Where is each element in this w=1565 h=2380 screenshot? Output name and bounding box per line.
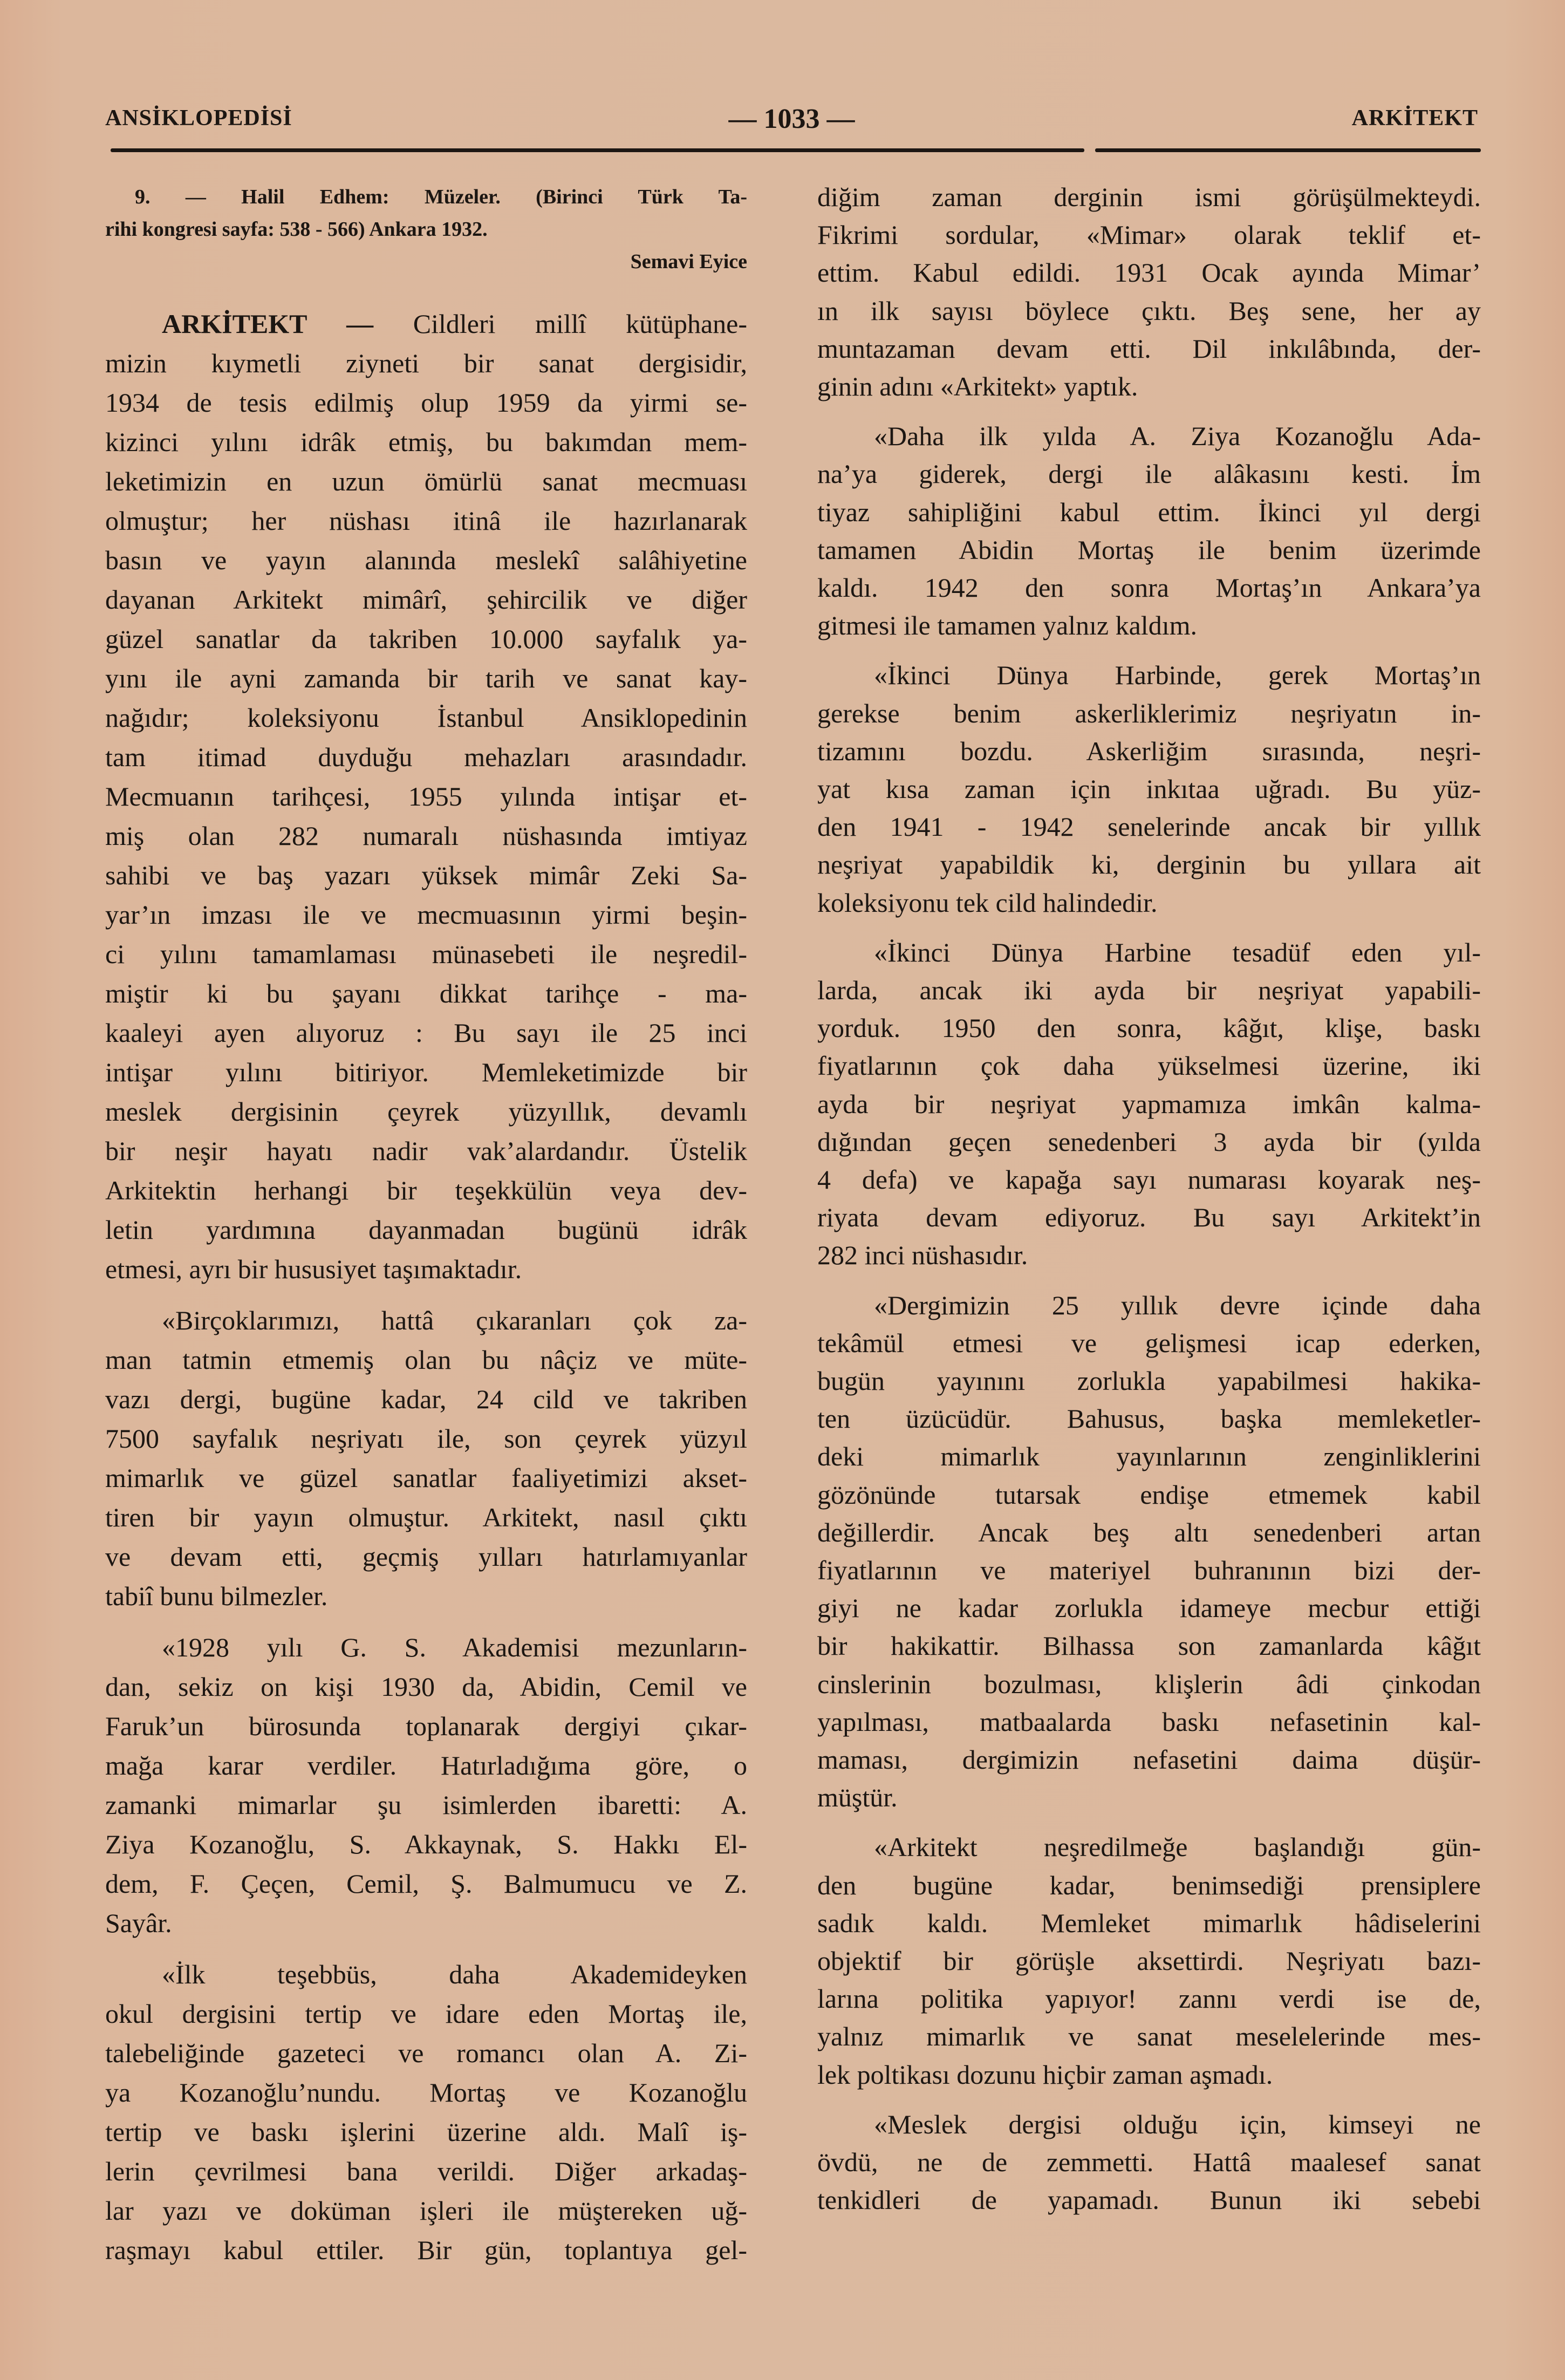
text-line: ci yılını tamamlaması münasebeti ile neşredil- — [105, 939, 747, 969]
text-line: sahibi ve baş yazarı yüksek mimâr Zeki Sa- — [105, 860, 747, 890]
text-line: kaaleyi ayen alıyoruz : Bu sayı ile 25 inci — [105, 1018, 747, 1048]
text-line: Faruk’un bürosunda toplanarak dergiyi çıkar- — [105, 1711, 747, 1741]
text-line: Mecmuanın tarihçesi, 1955 yılında intişar et- — [105, 781, 747, 811]
running-header — [105, 105, 1478, 138]
text-line: ginin adını «Arkitekt» yaptık. — [817, 371, 1138, 401]
paragraph-first-line: «Arkitekt neşredilmeğe başlandığı gün- — [874, 1832, 1481, 1863]
text-line: leketimizin en uzun ömürlü sanat mecmuası — [105, 466, 747, 496]
text-line: riyata devam ediyoruz. Bu sayı Arkitekt’in — [817, 1202, 1481, 1233]
text-line: etmesi, ayrı bir hususiyet taşımaktadır. — [105, 1254, 522, 1284]
text-line: maması, dergimizin nefasetini daima düşür- — [817, 1744, 1481, 1775]
text-line: raşmayı kabul ettiler. Bir gün, toplantıya gel- — [105, 2235, 747, 2265]
text-line: diğim zaman derginin ismi görüşülmekteydi. — [817, 182, 1481, 212]
text-line: talebeliğinde gazeteci ve romancı olan A. Zi- — [105, 2038, 747, 2068]
text-line: yar’ın imzası ile ve mecmuasının yirmi beşin- — [105, 899, 747, 930]
text-line: lerin çevrilmesi bana verildi. Diğer arkadaş- — [105, 2156, 747, 2186]
paragraph-first-line: «Dergimizin 25 yıllık devre içinde daha — [874, 1290, 1481, 1320]
text-line: sadık kaldı. Memleket mimarlık hâdiselerini — [817, 1907, 1481, 1938]
paragraph-first-line: «İlk teşebbüs, daha Akademideyken — [162, 1959, 747, 1989]
text-line: dem, F. Çeçen, Cemil, Ş. Balmumucu ve Z. — [105, 1868, 747, 1899]
text-line: müştür. — [817, 1782, 898, 1813]
text-line: kaldı. 1942 den sonra Mortaş’ın Ankara’ya — [817, 572, 1481, 603]
text-line: dayanan Arkitekt mimârî, şehircilik ve diğer — [105, 584, 747, 615]
running-header-left: ANSİKLOPEDİSİ — [105, 106, 292, 131]
text-line: yalnız mimarlık ve sanat meselelerinde mes- — [817, 2021, 1481, 2052]
text-line: den bugüne kadar, benimsediği prensiplere — [817, 1870, 1481, 1900]
text-line: tiyaz sahipliğini kabul ettim. İkinci yıl dergi — [817, 496, 1481, 527]
text-line: ettim. Kabul edildi. 1931 Ocak ayında Mimar’ — [817, 257, 1481, 288]
header-rule-right — [1095, 148, 1481, 152]
text-line: mizin kıymetli ziyneti bir sanat dergisidir, — [105, 348, 747, 378]
text-line: Fikrimi sordular, «Mimar» olarak teklif et- — [817, 220, 1481, 250]
text-line: mağa karar verdiler. Hatırladığıma göre, o — [105, 1750, 747, 1781]
text-line: man tatmin etmemiş olan bu nâçiz ve müte- — [105, 1345, 747, 1375]
text-line: tizamını bozdu. Askerliğim sırasında, neşri- — [817, 735, 1481, 766]
text-line: fiyatlarının ve materiyel buhranının bizi der- — [817, 1555, 1481, 1585]
text-line: bir neşir hayatı nadir vak’alardandır. Üstelik — [105, 1136, 747, 1166]
text-line: yapılması, matbaalarda baskı nefasetinin kal- — [817, 1706, 1481, 1737]
text-line: yorduk. 1950 den sonra, kâğıt, klişe, baskı — [817, 1013, 1481, 1044]
text-line: okul dergisini tertip ve idare eden Mortaş ile, — [105, 1999, 747, 2029]
text-line: tiren bir yayın olmuştur. Arkitekt, nasıl çıktı — [105, 1502, 747, 1532]
text-line: koleksiyonu tek cild halindedir. — [817, 887, 1158, 918]
text-line: gitmesi ile tamamen yalnız kaldım. — [817, 610, 1197, 641]
text-line: miş olan 282 numaralı nüshasında imtiyaz — [105, 821, 747, 851]
text-line: intişar yılını bitiriyor. Memleketimizde bir — [105, 1057, 747, 1087]
entry-first-line — [105, 308, 747, 340]
page-number: — 1033 — — [728, 104, 855, 134]
text-line: bugün yayınını zorlukla yapabilmesi hakika- — [817, 1366, 1481, 1396]
text-line: dan, sekiz on kişi 1930 da, Abidin, Cemil ve — [105, 1672, 747, 1702]
text-line: Ziya Kozanoğlu, S. Akkaynak, S. Hakkı El- — [105, 1829, 747, 1859]
footnote-line: rihi kongresi sayfa: 538 - 566) Ankara 1932. — [105, 218, 488, 241]
text-line: meslek dergisinin çeyrek yüzyıllık, devamlı — [105, 1096, 747, 1127]
paragraph-first-line: «İkinci Dünya Harbinde, gerek Mortaş’ın — [874, 660, 1481, 691]
header-rule-left — [111, 148, 1084, 152]
paragraph-first-line: «1928 yılı G. S. Akademisi mezunların- — [162, 1632, 747, 1662]
text-line: letin yardımına dayanmadan bugünü idrâk — [105, 1215, 747, 1245]
paragraph-first-line: «Daha ilk yılda A. Ziya Kozanoğlu Ada- — [874, 421, 1481, 452]
text-line: tertip ve baskı işlerini üzerine aldı. Malî iş- — [105, 2117, 747, 2147]
text-line: mimarlık ve güzel sanatlar faaliyetimizi akset- — [105, 1463, 747, 1493]
text-line: deki mimarlık yayınlarının zenginliklerini — [817, 1441, 1481, 1472]
running-header-right: ARKİTEKT — [1351, 106, 1478, 131]
text-line: lek poltikası dozunu hiçbir zaman aşmadı. — [817, 2059, 1273, 2090]
text-line: olmuştur; her nüshası itinâ ile hazırlanarak — [105, 506, 747, 536]
text-line: 7500 sayfalık neşriyatı ile, son çeyrek yüzyıl — [105, 1423, 747, 1454]
text-line: tamamen Abidin Mortaş ile benim üzerimde — [817, 534, 1481, 565]
text-line: kizinci yılını idrâk etmiş, bu bakımdan mem- — [105, 427, 747, 457]
text-line: larına politika yapıyor! zannı verdi ise de, — [817, 1983, 1481, 2014]
text-line: muntazaman devam etti. Dil inkılâbında, der- — [817, 333, 1481, 364]
text-line: övdü, ne de zemmetti. Hattâ maalesef sanat — [817, 2147, 1481, 2177]
text-line: dığından geçen senedenberi 3 ayda bir (yılda — [817, 1126, 1481, 1157]
text-line: miştir ki bu şayanı dikkat tarihçe - ma- — [105, 978, 747, 1008]
text-line: larda, ancak iki ayda bir neşriyat yapabili- — [817, 975, 1481, 1005]
paragraph-first-line: «İkinci Dünya Harbine tesadüf eden yıl- — [874, 937, 1481, 967]
text-line: güzel sanatlar da takriben 10.000 sayfalık ya- — [105, 624, 747, 654]
text-line: tabiî bunu bilmezler. — [105, 1581, 328, 1611]
entry-title: ARKİTEKT — — [162, 309, 374, 339]
text-line: yat kısa zaman için inkıtaa uğradı. Bu yüz- — [817, 774, 1481, 804]
text-line: ayda bir neşriyat yapmamıza imkân kalma- — [817, 1088, 1481, 1119]
text-line: nağıdır; koleksiyonu İstanbul Ansiklopedinin — [105, 703, 747, 733]
text-line: lar yazı ve doküman işleri ile müştereken uğ- — [105, 2195, 747, 2226]
text-line: objektif bir görüşle aksettirdi. Neşriyatı bazı- — [817, 1946, 1481, 1976]
text-line: vazı dergi, bugüne kadar, 24 cild ve takriben — [105, 1384, 747, 1414]
text-line: basın ve yayın alanında meslekî salâhiyetine — [105, 545, 747, 575]
footnote-line: 9. — Halil Edhem: Müzeler. (Birinci Türk Ta- — [135, 186, 747, 208]
text-line: gözönünde tutarsak endişe etmemek kabil — [817, 1479, 1481, 1510]
entry-first-line-text: Cildleri millî kütüphane- — [413, 309, 747, 339]
text-line: yını ile ayni zamanda bir tarih ve sanat kay- — [105, 663, 747, 693]
text-line: gerekse benim askerliklerimiz neşriyatın in- — [817, 698, 1481, 728]
text-line: 1934 de tesis edilmiş olup 1959 da yirmi se- — [105, 387, 747, 418]
text-line: tekâmül etmesi ve gelişmesi icap ederken, — [817, 1327, 1481, 1358]
author-signature: Semavi Eyice — [630, 250, 747, 273]
paragraph-first-line: «Birçoklarımızı, hattâ çıkaranları çok za- — [162, 1305, 747, 1335]
text-line: 4 defa) ve kapağa sayı numarası koyarak neş- — [817, 1164, 1481, 1195]
paragraph-first-line: «Meslek dergisi olduğu için, kimseyi ne — [874, 2109, 1481, 2139]
text-line: değillerdir. Ancak beş altı senedenberi artan — [817, 1517, 1481, 1547]
text-line: zamanki mimarlar şu isimlerden ibaretti: A. — [105, 1790, 747, 1820]
text-line: ya Kozanoğlu’nundu. Mortaş ve Kozanoğlu — [105, 2077, 747, 2108]
text-line: Arkitektin herhangi bir teşekkülün veya dev- — [105, 1175, 747, 1205]
text-line: ın ilk sayısı böylece çıktı. Beş sene, her ay — [817, 295, 1481, 326]
text-line: na’ya giderek, dergi ile alâkasını kesti. İm — [817, 459, 1481, 489]
text-line: fiyatlarının çok daha yükselmesi üzerine, iki — [817, 1051, 1481, 1081]
text-line: tenkidleri de yapamadı. Bunun iki sebebi — [817, 2185, 1481, 2215]
text-line: cinslerinin bozulması, klişlerin âdi çinkodan — [817, 1668, 1481, 1699]
text-line: den 1941 - 1942 senelerinde ancak bir yıllık — [817, 811, 1481, 842]
text-line: ten üzücüdür. Bahusus, başka memleketler- — [817, 1403, 1481, 1434]
text-line: tam itimad duyduğu mehazları arasındadır. — [105, 742, 747, 772]
text-line: giyi ne kadar zorlukla idameye mecbur ettiği — [817, 1593, 1481, 1624]
text-line: bir hakikattir. Bilhassa son zamanlarda kâğıt — [817, 1631, 1481, 1661]
text-line: neşriyat yapabildik ki, derginin bu yıllara ait — [817, 849, 1481, 880]
text-line: Sayâr. — [105, 1908, 172, 1938]
text-line: 282 inci nüshasıdır. — [817, 1240, 1028, 1271]
text-line: ve devam etti, geçmiş yılları hatırlamıyanlar — [105, 1542, 747, 1572]
